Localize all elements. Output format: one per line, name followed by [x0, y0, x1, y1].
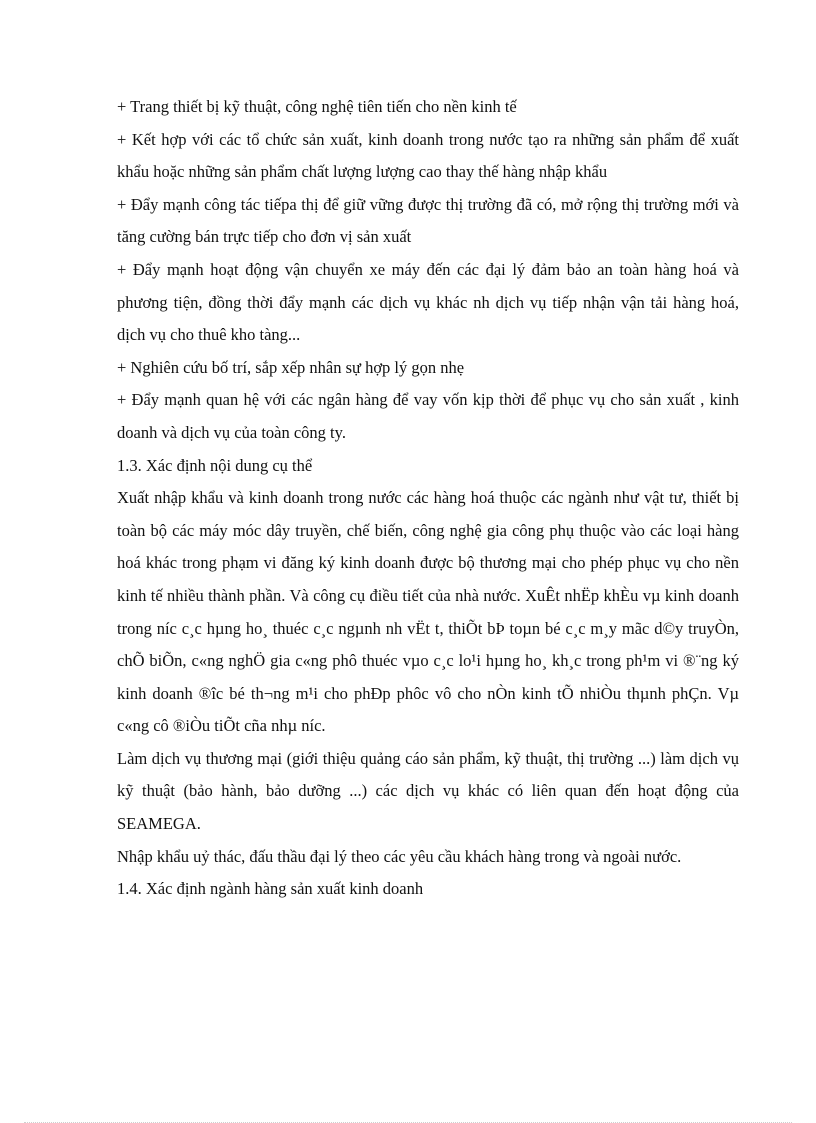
paragraph-equipment: + Trang thiết bị kỹ thuật, công nghệ tiên tiến cho nền kinh tế	[117, 97, 517, 116]
paragraph-staffing: + Nghiên cứu bố trí, sắp xếp nhân sự hợp lý gọn nhẹ	[117, 357, 465, 377]
paragraph-cooperation: + Kết hợp với các tổ chức sản xuất, kinh doanh trong nước tạo ra những sản phẩm để xuất khẩu hoặc những sản phẩm chất lượng lượng cao thay thế hàng nhập khẩu	[117, 129, 739, 182]
section-heading-1-3: 1.3. Xác định nội dung cụ thể	[117, 455, 313, 475]
paragraph-transport: + Đẩy mạnh hoạt động vận chuyển xe máy đến các đại lý đảm bảo an toàn hàng hoá và phương tiện, đồng thời đẩy mạnh các dịch vụ khác nh dịch vụ tiếp nhận vận tải hàng hoá, dịch vụ cho thuê kho tàng...	[117, 259, 739, 345]
paragraph-import-entrustment: Nhập khẩu uỷ thác, đấu thầu đại lý theo các yêu cầu khách hàng trong và ngoài nước.	[117, 846, 682, 866]
document-page	[117, 91, 739, 906]
paragraph-content: Xuất nhập khẩu và kinh doanh trong nước các hàng hoá thuộc các ngành như vật tư, thiết bị toàn bộ các máy móc dây truyền, chế biến, công nghệ gia công phụ thuộc vào các loại hàng hoá khác trong phạm vi đăng ký kinh doanh được bộ thương mại cho phép phục vụ cho nền kinh tế nhiều thành phần. Và công cụ điều tiết của nhà nước. XuÊt nhËp khÈu vµ kinh doanh trong níc c¸c hµng ho¸ thuéc c¸c ngµnh nh vËt t, thiÕt bÞ toµn bé c¸c m¸y mãc d©y truyÒn, chÕ biÕn, c«ng nghÖ gia c«ng phô thuéc vµo c¸c lo¹i hµng ho¸ kh¸c trong ph¹m vi ®¨ng ký kinh doanh ®îc bé th¬ng m¹i cho phÐp phôc vô cho nÒn kinh tÕ nhiÒu thµnh phÇn. Vµ c«ng cô ®iÒu tiÕt cña nhµ níc.	[117, 488, 739, 736]
paragraph-banking: + Đẩy mạnh quan hệ với các ngân hàng để vay vốn kịp thời để phục vụ cho sản xuất , kinh doanh và dịch vụ của toàn công ty.	[117, 390, 739, 442]
section-heading-1-4: 1.4. Xác định ngành hàng sản xuất kinh doanh	[117, 879, 424, 899]
paragraph-services: Làm dịch vụ thương mại (giới thiệu quảng cáo sản phẩm, kỹ thuật, thị trường ...) làm dịch vụ kỹ thuật (bảo hành, bảo dưỡng ...) các dịch vụ khác có liên quan đến hoạt động của SEAMEGA.	[117, 748, 739, 834]
paragraph-marketing: + Đẩy mạnh công tác tiếpa thị để giữ vững được thị trường đã có, mở rộng thị trường mới và tăng cường bán trực tiếp cho đơn vị sản xuất	[117, 194, 739, 247]
